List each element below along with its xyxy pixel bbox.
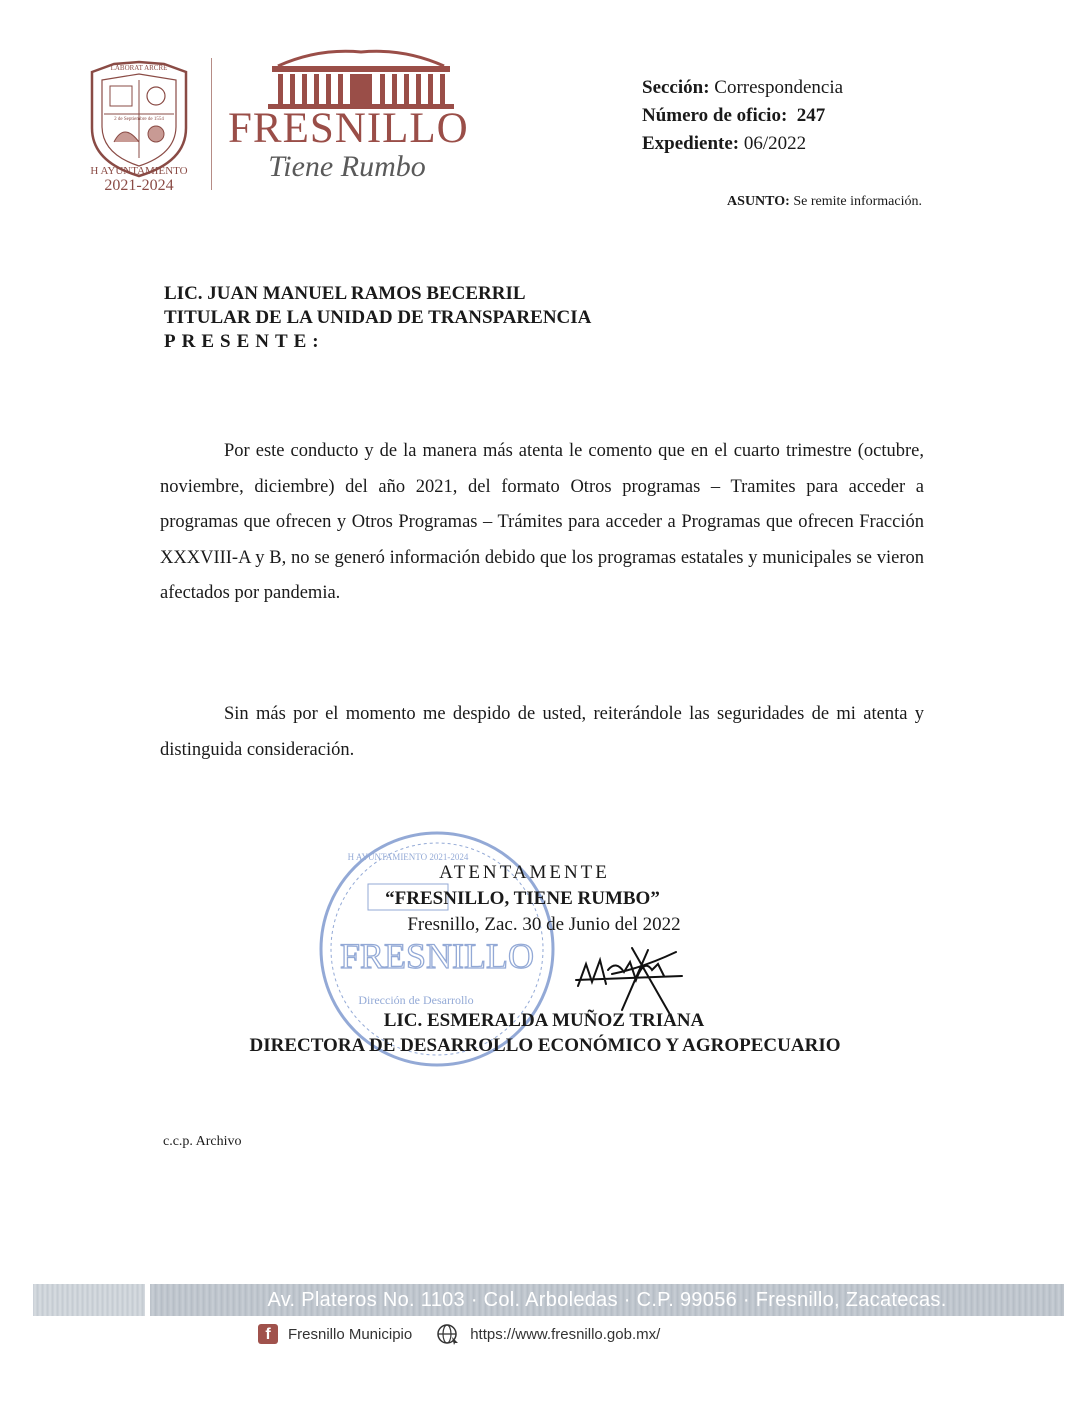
closing-place-date: Fresnillo, Zac. 30 de Junio del 2022 (407, 914, 681, 935)
website-link[interactable]: https://www.fresnillo.gob.mx/ (470, 1325, 661, 1343)
stamp-word: FRESNILLO (339, 936, 535, 976)
closing-motto: “FRESNILLO, TIENE RUMBO” (385, 888, 660, 909)
stamp-top-text: H AYUNTAMIENTO 2021-2024 (347, 852, 469, 862)
facebook-link[interactable]: Fresnillo Municipio (288, 1325, 413, 1343)
crest-caption (84, 164, 194, 193)
oficio-value: 247 (796, 105, 826, 126)
recipient-title: TITULAR DE LA UNIDAD DE TRANSPARENCIA (164, 307, 592, 328)
globe-icon (436, 1323, 460, 1345)
body-paragraph-1: Por este conducto y de la manera más atenta le comento que en el cuarto trimestre (octubre, noviembre, diciembre) del año 2021, del formato Otros programas – Tramites para acceder a programas que ofrecen y Otros Programas – Trámites para acceder a Programas que ofrecen Fracción XXXVIII-A y B, no se generó información debido que los programas estatales y municipales se vieron afectados por pandemia. (160, 441, 924, 603)
handwritten-signature (572, 940, 690, 1020)
crest-caption-line2: 2021-2024 (104, 177, 174, 194)
recipient-block (164, 282, 591, 354)
asunto-value: Se remite información. (793, 194, 922, 209)
facebook-icon: f (258, 1324, 278, 1344)
signatory-name: LIC. ESMERALDA MUÑOZ TRIANA (383, 1010, 705, 1031)
oficio-line (642, 102, 843, 130)
logo-building-icon (258, 44, 464, 110)
footer-links (258, 1323, 660, 1345)
asunto-label: ASUNTO: (727, 194, 790, 209)
footer-address: Av. Plateros No. 1103 · Col. Arboledas · C.P. 99056 · Fresnillo, Zacatecas. (267, 1289, 947, 1311)
footer-band-left (33, 1284, 145, 1316)
crest-caption-line1: H AYUNTAMIENTO (90, 165, 188, 177)
crest-date-text: 2 de Septiembre de 1554 (114, 117, 164, 122)
logo-wordmark: FRESNILLO (228, 105, 469, 152)
recipient-presente: PRESENTE: (164, 331, 325, 352)
reference-block (642, 74, 843, 158)
header-divider (211, 58, 212, 190)
crest-ribbon-text: LABORAT ARCRE (110, 64, 168, 72)
seccion-line (642, 74, 843, 102)
signatory-title: DIRECTORA DE DESARROLLO ECONÓMICO Y AGROPECUARIO (249, 1035, 841, 1056)
expediente-value: 06/2022 (743, 133, 807, 154)
recipient-name: LIC. JUAN MANUEL RAMOS BECERRIL (164, 283, 526, 304)
expediente-line (642, 130, 843, 158)
oficio-label: Número de oficio: (642, 105, 788, 126)
logo-tagline: Tiene Rumbo (268, 150, 426, 183)
ccp-line: c.c.p. Archivo (163, 1134, 242, 1149)
asunto-line (727, 194, 922, 210)
expediente-label: Expediente: (642, 133, 740, 154)
body-paragraph-2: Sin más por el momento me despido de usted, reiterándole las seguridades de mi atenta y distinguida consideración. (160, 704, 924, 760)
seccion-value: Correspondencia (714, 77, 844, 98)
closing-atentamente: ATENTAMENTE (439, 862, 610, 883)
stamp-bottom-text: Dirección de Desarrollo (358, 993, 474, 1007)
seccion-label: Sección: (642, 77, 710, 98)
